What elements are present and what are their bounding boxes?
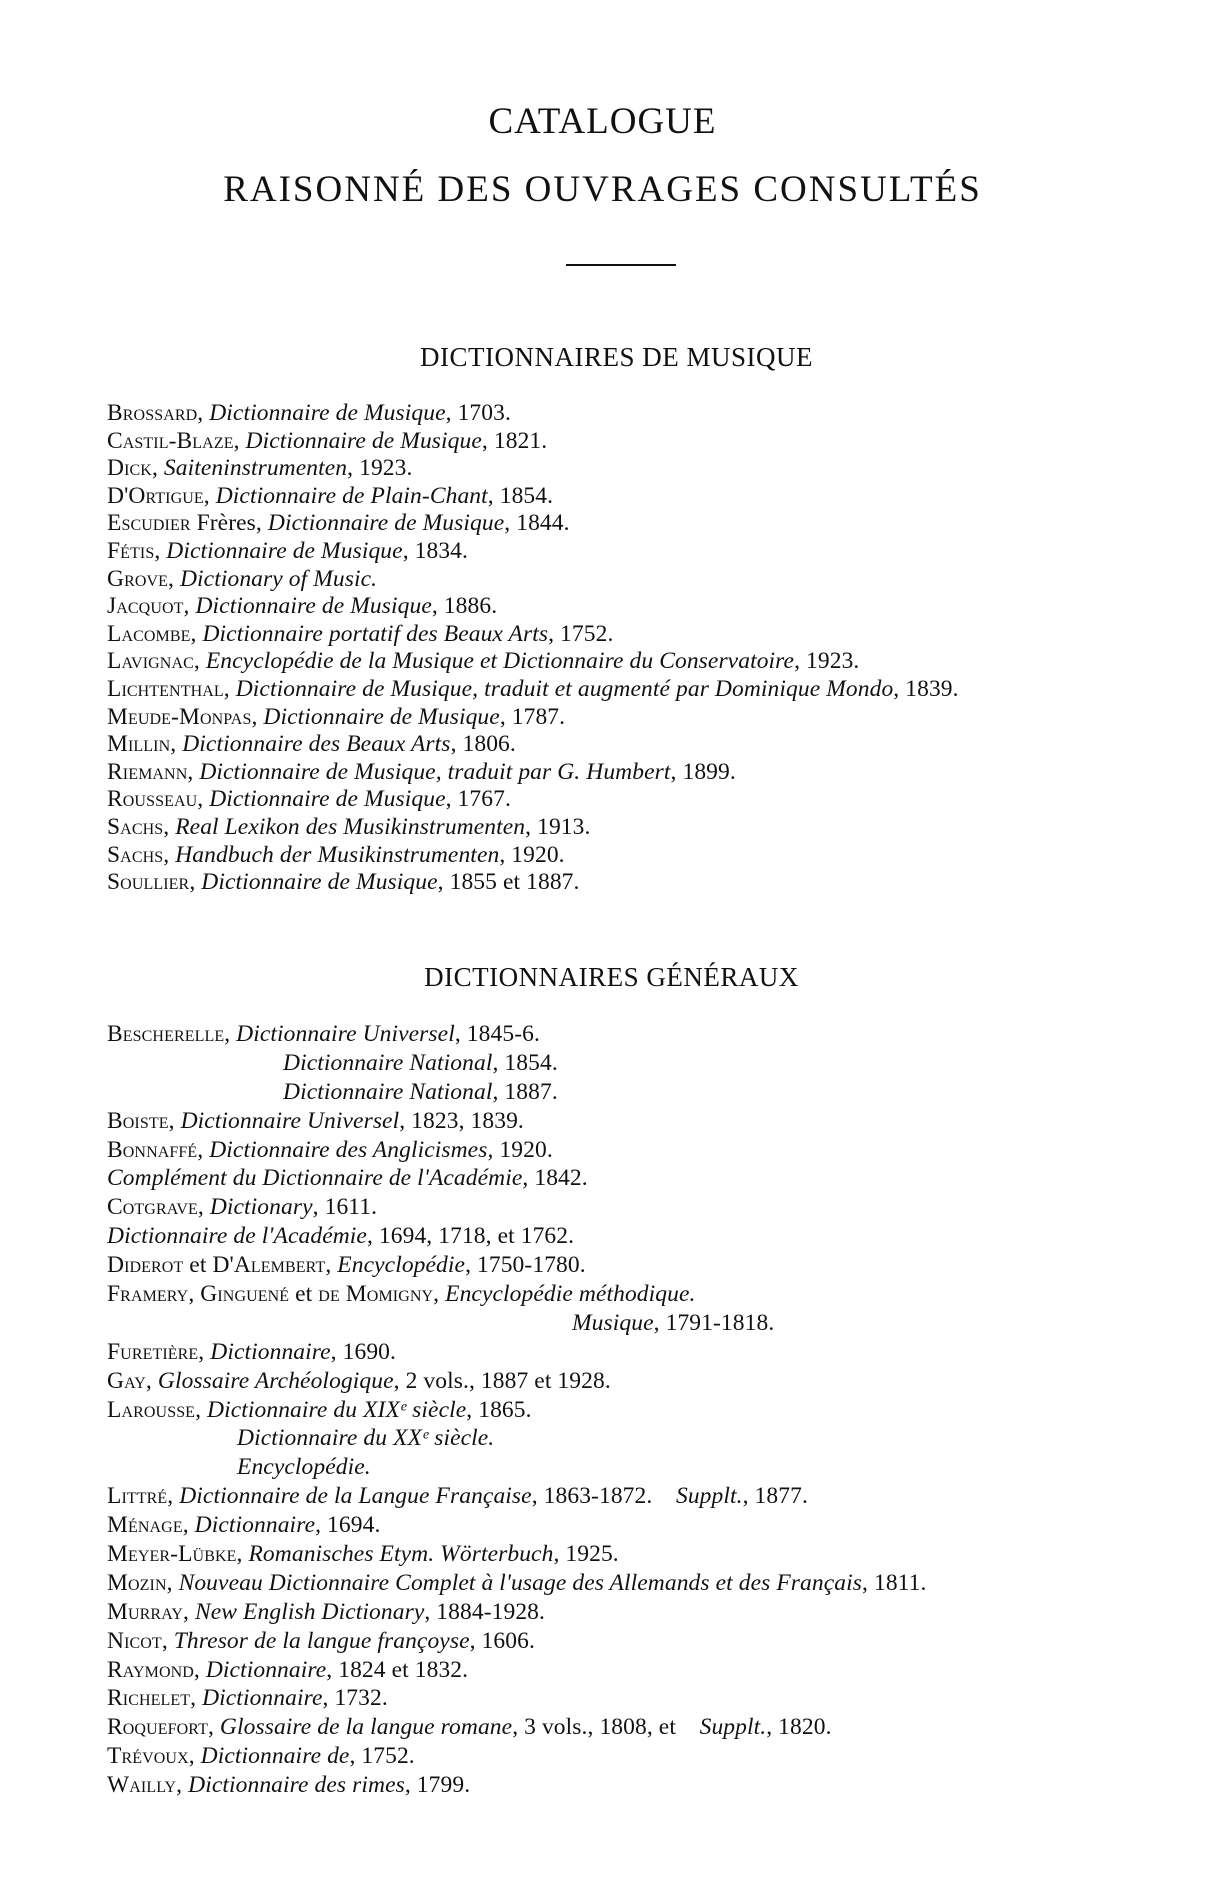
entry-separator: , <box>190 620 203 647</box>
entry-title: Romanisches Etym. Wörterbuch <box>248 1541 554 1568</box>
entry-author: Sachs <box>107 813 164 840</box>
entry-title: Dictionnaire des rimes <box>188 1772 405 1799</box>
entry-author: Brossard <box>107 400 198 426</box>
entry-details: , 1884-1928. <box>424 1598 546 1625</box>
entry-details: , 1913. <box>525 813 591 840</box>
entry-author: Meyer-Lübke <box>107 1541 237 1568</box>
entry-title: Dictionnaire de Musique <box>201 869 438 896</box>
bibliography-entry <box>107 400 1197 428</box>
bibliography-entry <box>107 1309 1197 1338</box>
entry-separator: , <box>233 427 246 454</box>
entry-author: Bescherelle <box>107 1021 225 1047</box>
entry-separator: , <box>188 1281 201 1308</box>
entry-title: Saiteninstrumenten <box>163 455 348 482</box>
entry-title: Dictionnaire <box>205 1656 327 1683</box>
entry-details: , 1877. <box>742 1483 808 1510</box>
entry-details: , 1690. <box>330 1338 396 1365</box>
bibliography-entry <box>107 1338 1197 1367</box>
entry-title: Dictionnaire National <box>283 1049 493 1076</box>
entry-details: , 1925. <box>553 1541 619 1568</box>
bibliography-entry <box>107 1656 1197 1685</box>
entry-details: , 1606. <box>469 1627 535 1654</box>
entry-author: Rousseau <box>107 786 198 813</box>
entry-title: Encyclopédie <box>337 1252 466 1279</box>
entry-title: Dictionnaire du XIXᵉ siècle <box>207 1396 467 1423</box>
entry-author: Bonnaffé <box>107 1136 198 1163</box>
bibliography-entry <box>107 1627 1197 1656</box>
bibliography-entry <box>107 510 1197 538</box>
entry-separator: , <box>197 1136 210 1163</box>
entry-details: , 1767. <box>445 786 511 813</box>
entry-author: Trévoux <box>107 1743 189 1770</box>
entry-separator: , <box>197 400 210 426</box>
bibliography-entry <box>107 1742 1197 1771</box>
bibliography-entry <box>107 1078 1197 1107</box>
entry-separator: , <box>154 537 167 564</box>
bibliography-entry <box>107 1049 1197 1078</box>
page-title: CATALOGUE <box>488 101 717 142</box>
entry-details: , 1611. <box>312 1194 378 1221</box>
entry-details: , 1865. <box>466 1396 532 1423</box>
entry-separator: , <box>151 455 164 482</box>
entry-title: Dictionnaire de Musique <box>209 400 446 426</box>
entry-author: Lacombe <box>107 620 191 647</box>
entry-details: , 1752. <box>349 1743 415 1770</box>
entry-separator: , <box>170 731 183 758</box>
entry-title: Encyclopédie de la Musique et Dictionnaire du Conservatoire <box>205 648 795 675</box>
bibliography-entry <box>107 1020 1197 1049</box>
entry-author: Lavignac <box>107 648 194 675</box>
entry-details: , 1750-1780. <box>465 1252 586 1279</box>
entry-details: , 1732. <box>322 1685 388 1712</box>
entry-details: , 1791-1818. <box>653 1309 775 1336</box>
entry-title: Dictionnaire des Anglicismes <box>209 1136 488 1163</box>
entry-title: Dictionnaire de <box>200 1743 350 1770</box>
entry-title: Encyclopédie. <box>237 1454 371 1481</box>
entry-author: Ginguené <box>200 1281 290 1308</box>
bibliography-entry <box>107 842 1197 870</box>
entry-title: Musique <box>572 1309 654 1336</box>
entry-separator: et <box>183 1252 213 1279</box>
entry-separator: , <box>193 648 206 675</box>
entry-separator: , <box>183 593 196 620</box>
bibliography-entry <box>107 676 1197 704</box>
entry-title: Dictionnaire de Musique <box>166 537 403 564</box>
entry-details: , 3 vols., 1808, et <box>512 1714 676 1741</box>
entry-separator: , <box>207 1714 220 1741</box>
entry-separator: , <box>224 1021 237 1047</box>
entry-author: Littré <box>107 1483 168 1510</box>
entry-title: Dictionnaire de Musique <box>267 510 505 537</box>
bibliography-entry <box>107 814 1197 842</box>
bibliography-entry <box>107 1598 1197 1627</box>
bibliography-entry <box>107 621 1197 649</box>
entry-title: Supplt. <box>675 1483 743 1510</box>
entry-details: , 1752. <box>548 620 614 647</box>
bibliography-entry <box>107 731 1197 759</box>
entry-author: Richelet <box>107 1685 191 1712</box>
entry-title: Glossaire de la langue romane <box>219 1714 513 1741</box>
bibliography-entry <box>107 1424 1197 1453</box>
entry-separator: , <box>168 1107 181 1134</box>
bibliography-entry <box>107 566 1197 594</box>
bibliography-entry <box>107 428 1197 456</box>
entry-separator: , <box>167 1483 180 1510</box>
bibliography-entry <box>107 1569 1197 1598</box>
entry-details: , 1920. <box>499 841 565 868</box>
bibliography-entry <box>107 1482 1197 1511</box>
entry-title: Dictionnaire du XXᵉ siècle. <box>237 1425 495 1452</box>
entry-separator: , <box>183 1598 195 1625</box>
entry-author: Boiste <box>107 1107 169 1134</box>
entry-details: , 2 vols., 1887 et 1928. <box>393 1367 611 1394</box>
entry-title: Dictionnaire de Musique <box>245 427 482 454</box>
entry-author: Gay <box>107 1367 146 1394</box>
entry-author: Millin <box>107 731 171 758</box>
entry-details: , 1806. <box>450 731 516 758</box>
entry-details: , 1694. <box>315 1512 381 1539</box>
entry-separator: , <box>163 813 176 840</box>
section-heading: DICTIONNAIRES DE MUSIQUE <box>420 342 813 372</box>
entry-details: , 1844. <box>504 510 570 537</box>
entry-details: , 1842. <box>522 1165 588 1192</box>
entry-details: , 1694, 1718, et 1762. <box>366 1223 575 1250</box>
entry-details: , 1863-1872. <box>531 1483 653 1510</box>
entry-details: , 1811. <box>862 1569 927 1596</box>
entry-title: Dictionnaire de l'Académie <box>107 1223 367 1250</box>
entry-author: D'Ortigue <box>107 482 204 509</box>
bibliography-entry <box>107 869 1197 897</box>
bibliography-entry <box>107 1540 1197 1569</box>
entry-details: , 1839. <box>893 675 959 702</box>
title-divider <box>566 264 676 266</box>
bibliography-entry <box>107 483 1197 511</box>
entry-author: D'Alembert <box>212 1252 326 1279</box>
entry-title: Dictionnaire de Musique <box>195 593 432 620</box>
entry-details: , 1799. <box>404 1772 471 1799</box>
entry-title: Dictionnaire de Plain-Chant <box>215 482 488 509</box>
entry-title: Handbuch der Musikinstrumenten <box>175 841 500 868</box>
entry-author: Lichtenthal <box>107 675 224 702</box>
entry-title: Dictionnaire Universel <box>180 1107 400 1134</box>
entry-author: Larousse <box>107 1396 196 1423</box>
entry-title: Dictionnaire <box>202 1685 323 1712</box>
entry-separator: , <box>168 565 180 592</box>
bibliography-entry <box>107 1367 1197 1396</box>
entry-separator: , <box>145 1367 158 1394</box>
entry-separator: et <box>289 1281 319 1308</box>
bibliography-entry <box>107 648 1197 676</box>
entry-author: Raymond <box>107 1656 194 1683</box>
entry-title: Dictionnaire Universel <box>236 1021 455 1047</box>
entry-separator: , <box>197 786 210 813</box>
bibliography-entry <box>107 786 1197 814</box>
entry-title: Dictionary of Music. <box>179 565 378 592</box>
entry-separator: , <box>161 1627 174 1654</box>
bibliography-entry <box>107 1713 1197 1742</box>
entry-title: New English Dictionary <box>195 1598 425 1625</box>
entry-author: Framery <box>107 1281 189 1308</box>
entry-details: , 1845-6. <box>454 1021 540 1047</box>
entry-separator: , <box>182 1512 195 1539</box>
bibliography-entry <box>107 593 1197 621</box>
entry-author: Soullier <box>107 869 190 896</box>
entry-separator: , <box>190 1685 203 1712</box>
bibliography-entry <box>107 704 1197 732</box>
entry-details: , 1823, 1839. <box>399 1107 524 1134</box>
entry-author: Cotgrave <box>107 1194 198 1221</box>
entry-details: , 1854. <box>492 1049 558 1076</box>
entry-author: Roquefort <box>107 1714 208 1741</box>
entry-separator: , <box>189 869 202 896</box>
entry-author: Ménage <box>107 1512 183 1539</box>
entry-title: Dictionnaire de la Langue Française <box>179 1483 532 1510</box>
entry-separator: , <box>176 1772 189 1799</box>
entry-author: Furetière <box>107 1338 199 1365</box>
entry-separator: Frères, <box>190 510 268 537</box>
entry-author: Escudier <box>107 510 191 537</box>
entry-separator: , <box>325 1252 338 1279</box>
entry-title: Dictionnaire <box>194 1512 316 1539</box>
entry-title: Dictionnaire de Musique, traduit et augmenté par Dominique Mondo <box>235 675 894 702</box>
entry-author: Wailly <box>107 1772 177 1799</box>
entry-author: Fétis <box>107 537 155 564</box>
entry-details: , 1854. <box>487 482 554 509</box>
bibliography-list <box>107 1020 1197 1800</box>
entry-separator: , <box>198 1338 211 1365</box>
entry-separator: , <box>251 703 264 730</box>
entry-title: Dictionnaire National <box>283 1078 493 1105</box>
entry-separator: , <box>203 482 216 509</box>
entry-title: Dictionnaire de Musique, traduit par G. Humbert <box>199 758 671 785</box>
bibliography-entry <box>107 1684 1197 1713</box>
entry-title: Dictionnaire portatif des Beaux Arts <box>202 620 549 647</box>
entry-details: , 1899. <box>670 758 736 785</box>
bibliography-list <box>107 400 1197 897</box>
bibliography-entry <box>107 1453 1197 1482</box>
entry-author: Sachs <box>107 841 164 868</box>
entry-title: Glossaire Archéologique <box>157 1367 394 1394</box>
entry-details: , 1820. <box>766 1714 832 1741</box>
bibliography-entry <box>107 1136 1197 1165</box>
entry-details: , 1923. <box>794 648 860 675</box>
entry-author: Dick <box>107 455 152 482</box>
page-subtitle: RAISONNÉ DES OUVRAGES CONSULTÉS <box>223 169 982 210</box>
bibliography-entry <box>107 1771 1197 1800</box>
entry-author: de Momigny <box>318 1281 434 1308</box>
entry-author: Mozin <box>107 1569 167 1596</box>
entry-separator: , <box>223 675 236 702</box>
entry-author: Murray <box>107 1598 184 1625</box>
entry-title: Dictionnaire <box>210 1338 331 1365</box>
entry-separator: , <box>433 1281 446 1308</box>
entry-separator: , <box>187 758 200 785</box>
entry-details: , 1923. <box>347 455 413 482</box>
entry-details: , 1886. <box>431 593 498 620</box>
entry-details: , 1887. <box>492 1078 558 1105</box>
bibliography-entry <box>107 538 1197 566</box>
entry-author: Castil-Blaze <box>107 427 234 454</box>
bibliography-entry <box>107 1251 1197 1280</box>
entry-separator: , <box>195 1396 208 1423</box>
entry-details: , 1787. <box>499 703 566 730</box>
entry-details: , 1834. <box>402 537 469 564</box>
bibliography-entry <box>107 1280 1197 1309</box>
entry-separator: , <box>188 1743 201 1770</box>
entry-separator: , <box>163 841 176 868</box>
entry-title: Dictionnaire des Beaux Arts <box>182 731 451 758</box>
entry-details: , 1920. <box>487 1136 553 1163</box>
entry-author: Jacquot <box>107 593 184 620</box>
bibliography-entry <box>107 1107 1197 1136</box>
entry-title: Encyclopédie méthodique. <box>445 1281 696 1308</box>
entry-details: , 1703. <box>445 400 511 426</box>
bibliography-entry <box>107 1222 1197 1251</box>
bibliography-entry <box>107 759 1197 787</box>
entry-details: , 1824 et 1832. <box>326 1656 469 1683</box>
section-heading: DICTIONNAIRES GÉNÉRAUX <box>424 962 799 992</box>
entry-author: Grove <box>107 565 169 592</box>
entry-author: Meude-Monpas <box>107 703 252 730</box>
entry-title: Nouveau Dictionnaire Complet à l'usage des Allemands et des Français <box>178 1569 863 1596</box>
entry-author: Riemann <box>107 758 188 785</box>
entry-author: Nicot <box>107 1627 162 1654</box>
entry-details: , 1855 et 1887. <box>437 869 580 896</box>
entry-title: Dictionnaire de Musique <box>263 703 500 730</box>
entry-title: Complément du Dictionnaire de l'Académie <box>107 1165 523 1192</box>
entry-title: Dictionary <box>209 1194 313 1221</box>
entry-separator: , <box>166 1569 179 1596</box>
bibliography-entry <box>107 455 1197 483</box>
entry-title: Supplt. <box>699 1714 767 1741</box>
bibliography-entry <box>107 1511 1197 1540</box>
entry-title: Real Lexikon des Musikinstrumenten <box>175 813 526 840</box>
entry-title: Dictionnaire de Musique <box>209 786 446 813</box>
entry-separator: , <box>193 1656 206 1683</box>
entry-separator: , <box>197 1194 210 1221</box>
bibliography-entry <box>107 1193 1197 1222</box>
bibliography-entry <box>107 1164 1197 1193</box>
entry-separator: , <box>236 1541 249 1568</box>
entry-title: Thresor de la langue françoyse <box>173 1627 470 1654</box>
entry-author: Diderot <box>107 1252 184 1279</box>
bibliography-entry <box>107 1396 1197 1425</box>
entry-details: , 1821. <box>481 427 548 454</box>
